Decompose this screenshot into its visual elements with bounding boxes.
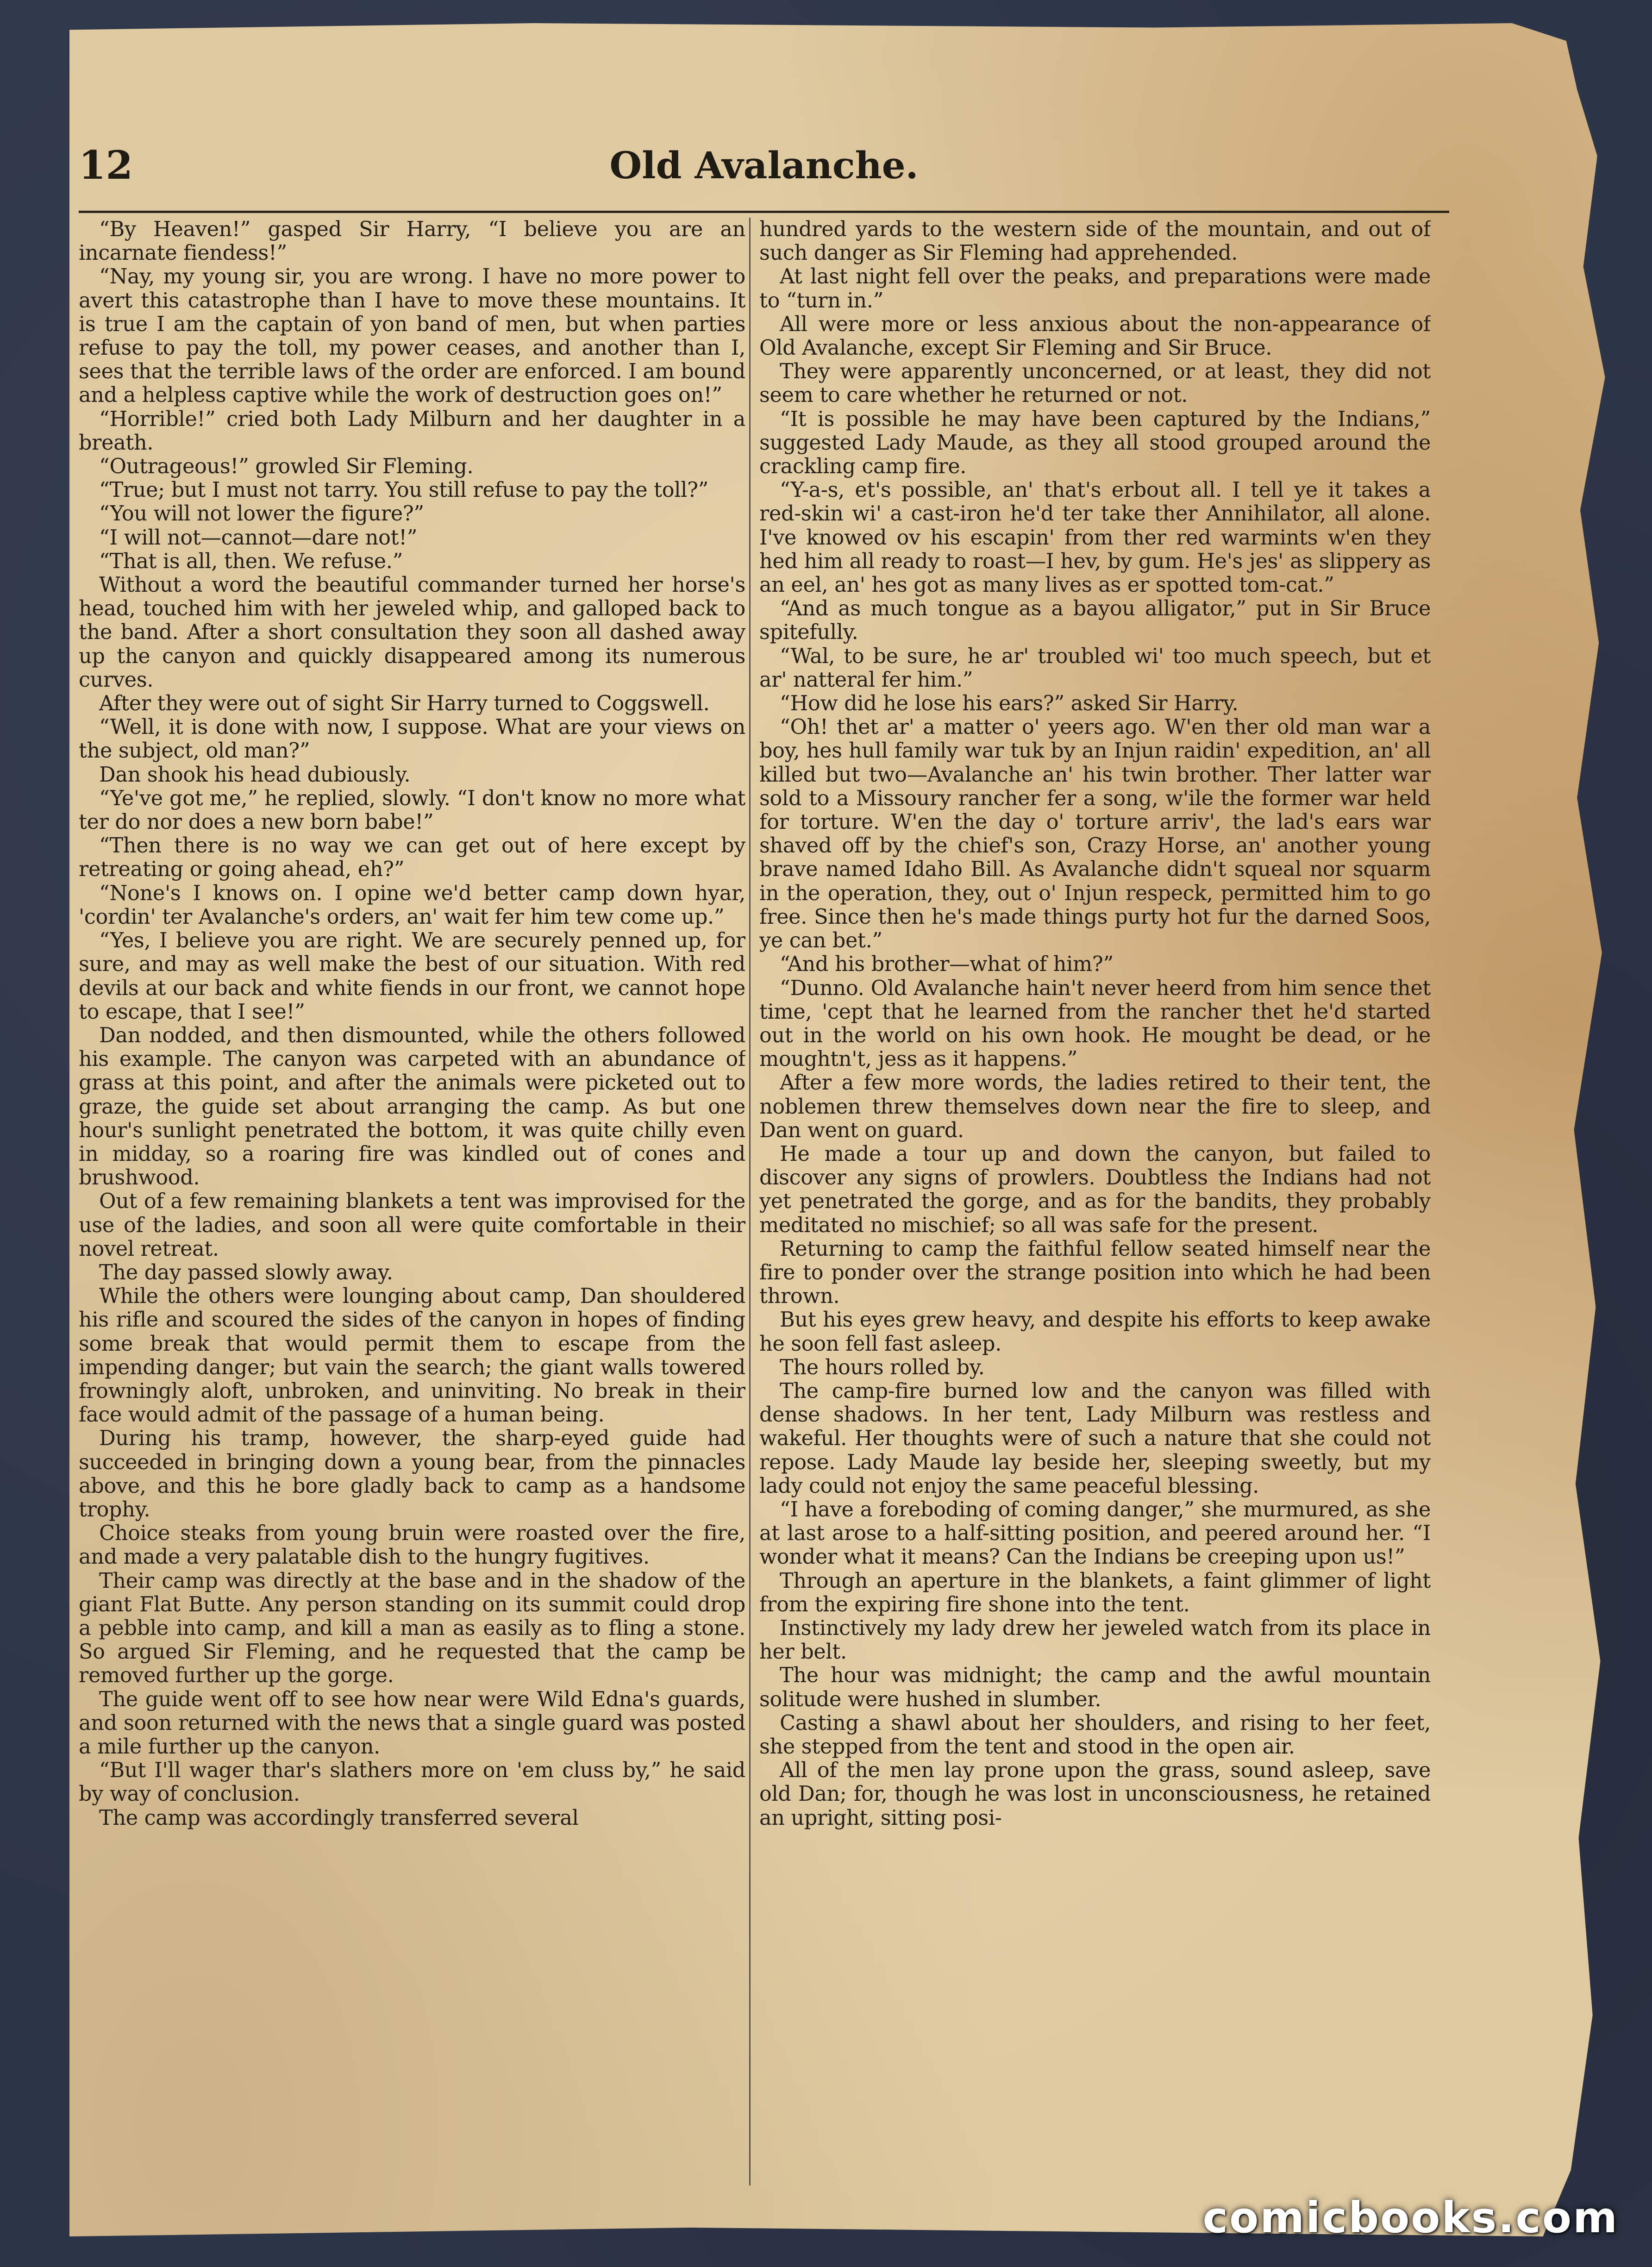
paragraph: The day passed slowly away. (99, 1260, 393, 1284)
paragraph: “But I'll wager thar's slathers more on 'em cluss by,” he said by way of conclusion. (79, 1759, 745, 1806)
paragraph: “Well, it is done with now, I suppose. What are your views on the subject, old man?” (79, 715, 745, 763)
paragraph: “How did he lose his ears?” asked Sir Harry. (780, 692, 1239, 716)
paragraph: The camp was accordingly transferred several (99, 1806, 579, 1830)
paragraph: Returning to camp the faithful fellow seated himself near the fire to ponder over the strange position into which he had been thrown. (759, 1237, 1431, 1309)
running-title: Old Avalanche. (609, 144, 919, 187)
paragraph: “Outrageous!” growled Sir Fleming. (99, 455, 474, 479)
paragraph: “True; but I must not tarry. You still refuse to pay the toll?” (99, 478, 709, 502)
paragraph: All of the men lay prone upon the grass, sound asleep, save old Dan; for, though he was lost in unconsciousness, he retained an upright, sitting posi- (759, 1759, 1431, 1830)
paragraph: Casting a shawl about her shoulders, and rising to her feet, she stepped from the tent and stood in the open air. (759, 1711, 1431, 1759)
paragraph: The hours rolled by. (780, 1355, 985, 1379)
paragraph: “By Heaven!” gasped Sir Harry, “I believe you are an incarnate fiendess!” (79, 218, 745, 265)
watermark: comicbooks.com (1202, 2193, 1619, 2242)
paragraph: The camp-fire burned low and the canyon was filled with dense shadows. In her tent, Lady Milburn was restless and wakeful. Her thoughts were of such a nature that she could not repose. Lady Maude lay beside her, sleeping sweetly, but my lady could not enjoy the same peaceful blessing. (759, 1379, 1431, 1498)
paragraph: Dan nodded, and then dismounted, while the others followed his example. The canyon was carpeted with an abundance of grass at this point, and after the animals were picketed out to graze, the guide set about arranging the camp. As but one hour's sunlight penetrated the bottom, it was quite chilly even in midday, so a roaring fire was kindled out of cones and brushwood. (79, 1023, 745, 1190)
paragraph: “Dunno. Old Avalanche hain't never heerd from him sence thet time, 'cept that he learned from the rancher thet he'd started out in the world on his own hook. He mought be dead, or he moughtn't, jess as it happens.” (759, 976, 1431, 1071)
paragraph: While the others were lounging about camp, Dan shouldered his rifle and scoured the sides of the canyon in hopes of finding some break that would permit them to escape from the impending danger; but vain the search; the giant walls towered frowningly aloft, unbroken, and uninviting. No break in their face would admit of the passage of a human being. (79, 1284, 745, 1427)
paragraph: “Horrible!” cried both Lady Milburn and her daughter in a breath. (79, 407, 745, 455)
paragraph: “I have a foreboding of coming danger,” she murmured, as she at last arose to a half-sitting position, and peered around her. “I wonder what it means? Can the Indians be creeping upon us!” (759, 1497, 1431, 1569)
paragraph: During his tramp, however, the sharp-eyed guide had succeeded in bringing down a young bear, from the pinnacles above, and this he bore gladly back to camp as a handsome trophy. (79, 1427, 745, 1522)
paragraph: “Wal, to be sure, he ar' troubled wi' too much speech, but et ar' natteral fer him.” (759, 644, 1431, 692)
paragraph: “Nay, my young sir, you are wrong. I have no more power to avert this catastrophe than I have to move these mountains. It is true I am the captain of yon band of men, but when parties refuse to pay the toll, my power ceases, and another than I, sees that the terrible laws of the order are enforced. I am bound and a helpless captive while the work of destruction goes on!” (79, 265, 745, 407)
paragraph-continuation: hundred yards to the western side of the mountain, and out of such danger as Sir Fleming had apprehended. (759, 218, 1431, 265)
paragraph: Through an aperture in the blankets, a faint glimmer of light from the expiring fire shone into the tent. (759, 1569, 1431, 1616)
paragraph: All were more or less anxious about the non-appearance of Old Avalanche, except Sir Fleming and Sir Bruce. (759, 312, 1431, 360)
paragraph: After a few more words, the ladies retired to their tent, the noblemen threw themselves down near the fire to sleep, and Dan went on guard. (759, 1071, 1431, 1142)
paragraph: “That is all, then. We refuse.” (99, 549, 403, 573)
paragraph: “Then there is no way we can get out of here except by retreating or going ahead, eh?” (79, 834, 745, 882)
paragraph: Instinctively my lady drew her jeweled watch from its place in her belt. (759, 1616, 1431, 1664)
paragraph: Choice steaks from young bruin were roasted over the fire, and made a very palatable dish to the hungry fugitives. (79, 1522, 745, 1569)
paragraph: The guide went off to see how near were Wild Edna's guards, and soon returned with the news that a single guard was posted a mile further up the canyon. (79, 1687, 745, 1759)
paragraph: At last night fell over the peaks, and preparations were made to “turn in.” (759, 265, 1431, 313)
paragraph: “Y-a-s, et's possible, an' that's erbout all. I tell ye it takes a red-skin wi' a cast-iron he'd ter take ther Annihilator, all alone. I've knowed ov his escapin' from ther red warmints w'en they hed him all ready to roast—I hev, by gum. He's jes' as slippery as an eel, an' hes got as many lives as er spotted tom-cat.” (759, 478, 1431, 597)
paragraph: “None's I knows on. I opine we'd better camp down hyar, 'cordin' ter Avalanche's orders, an' wait fer him tew come up.” (79, 881, 745, 929)
paragraph: “It is possible he may have been captured by the Indians,” suggested Lady Maude, as they all stood grouped around the crackling camp fire. (759, 407, 1431, 479)
paragraph: He made a tour up and down the canyon, but failed to discover any signs of prowlers. Doubtless the Indians had not yet penetrated the gorge, and as for the bandits, they probably meditated no mischief; so all was safe for the present. (759, 1142, 1431, 1237)
paragraph: “Yes, I believe you are right. We are securely penned up, for sure, and may as well make the best of our situation. With red devils at our back and white fiends in our front, we cannot hope to escape, that I see!” (79, 929, 745, 1024)
paragraph: The hour was midnight; the camp and the awful mountain solitude were hushed in slumber. (759, 1664, 1431, 1711)
paragraph: They were apparently unconcerned, or at least, they did not seem to care whether he returned or not. (759, 360, 1431, 407)
page-number: 12 (79, 142, 133, 188)
paragraph: Dan shook his head dubiously. (99, 763, 411, 787)
paragraph: After they were out of sight Sir Harry turned to Coggswell. (99, 692, 710, 716)
page-header (79, 123, 1449, 213)
paragraph: Out of a few remaining blankets a tent was improvised for the use of the ladies, and soon all were quite comfortable in their novel retreat. (79, 1190, 745, 1261)
paragraph: “You will not lower the figure?” (99, 502, 424, 526)
paragraph: “Oh! thet ar' a matter o' yeers ago. W'en ther old man war a boy, hes hull family war tuk by an Injun raidin' expedition, an' all killed but two—Avalanche an' his twin brother. Ther latter war sold to a Missoury rancher fer a song, w'ile the former war held for torture. W'en the day o' torture arriv', the lad's ears war shaved off by the chief's son, Crazy Horse, an' another young brave named Idaho Bill. As Avalanche didn't squeal nor squarm in the operation, they, out o' Injun respeck, permitted him to go free. Since then he's made things purty hot fur the darned Soos, ye can bet.” (759, 715, 1431, 953)
paragraph: Their camp was directly at the base and in the shadow of the giant Flat Butte. Any person standing on its summit could drop a pebble into camp, and kill a man as easily as to fling a stone. So argued Sir Fleming, and he requested that the camp be removed further up the gorge. (79, 1569, 745, 1688)
right-column (759, 218, 1431, 2199)
left-column (79, 218, 745, 2199)
paragraph: “I will not—cannot—dare not!” (99, 526, 418, 550)
paragraph: Without a word the beautiful commander turned her horse's head, touched him with her jeweled whip, and galloped back to the band. After a short consultation they soon all dashed away up the canyon and quickly disappeared among its numerous curves. (79, 573, 745, 692)
column-divider (749, 218, 751, 2186)
paragraph: “And as much tongue as a bayou alligator,” put in Sir Bruce spitefully. (759, 597, 1431, 645)
paragraph: “Ye've got me,” he replied, slowly. “I don't know no more what ter do nor does a new born babe!” (79, 786, 745, 834)
paragraph: “And his brother—what of him?” (780, 952, 1114, 977)
paragraph: But his eyes grew heavy, and despite his efforts to keep awake he soon fell fast asleep. (759, 1308, 1431, 1356)
